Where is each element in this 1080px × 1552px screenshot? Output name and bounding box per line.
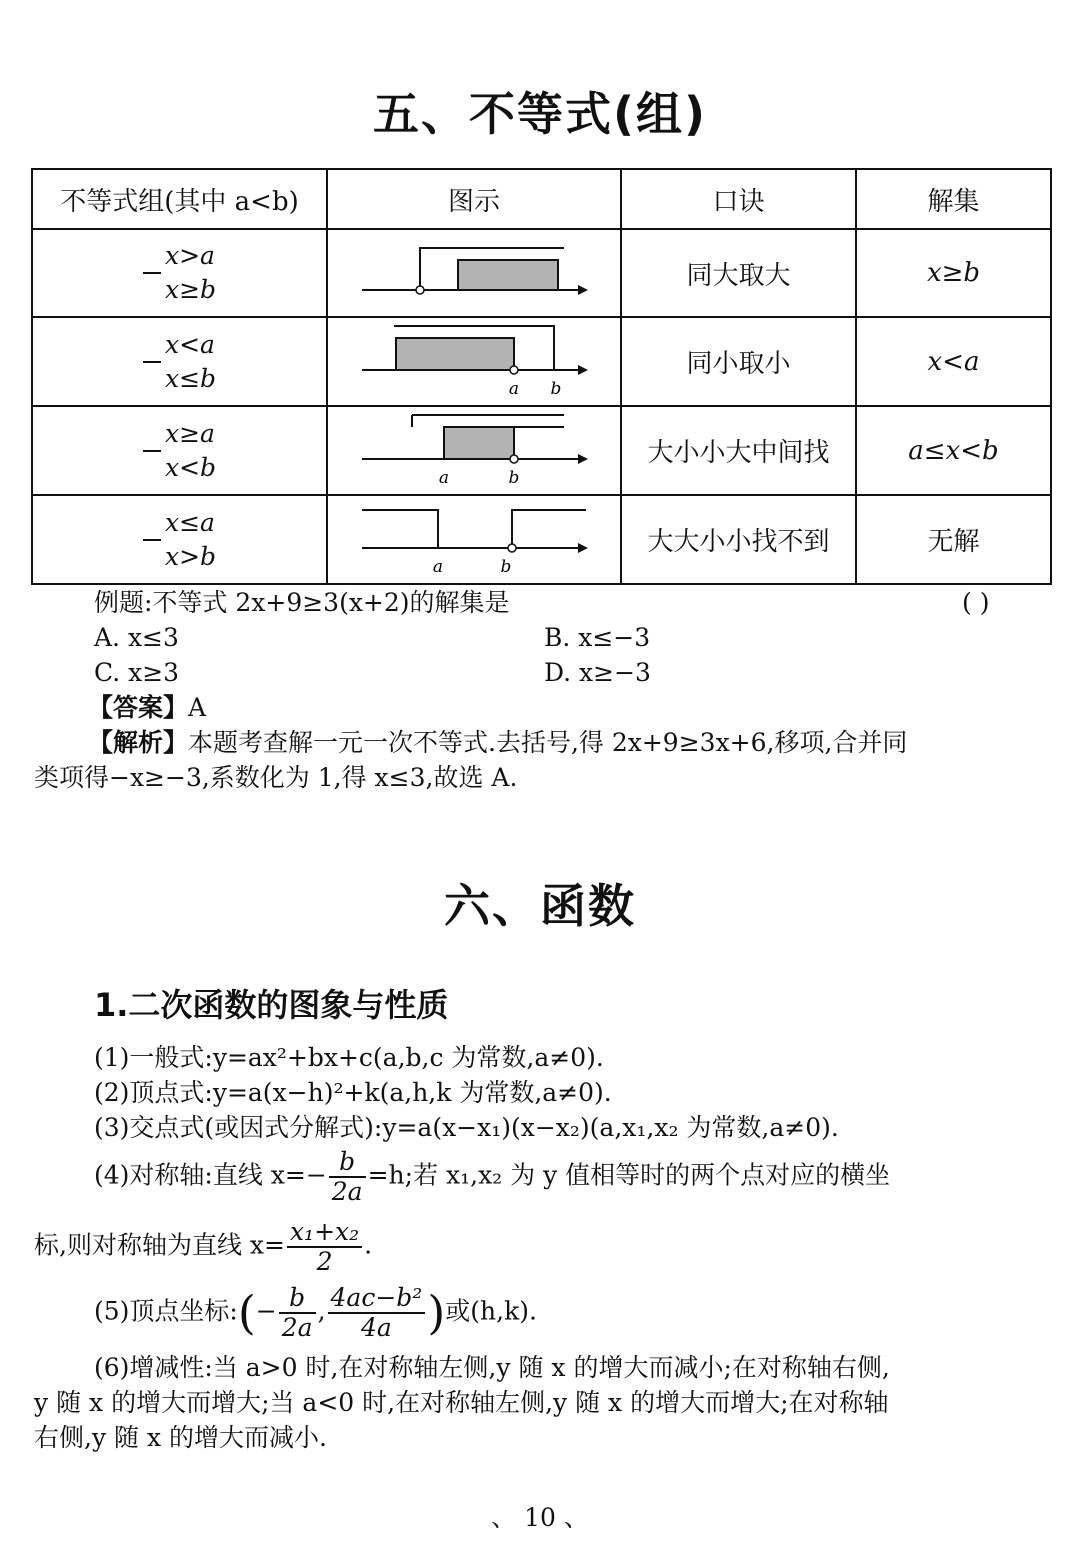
number-line-diagram [354,318,594,398]
fraction [328,1284,426,1342]
diagram-cell [327,229,621,317]
solution-cell: a≤x<b [856,406,1051,495]
fraction-numerator: b [279,1284,316,1314]
system-cell [32,495,327,584]
axis-middle: =h;若 x₁,x₂ 为 y 值相等时的两个点对应的横坐 [367,1160,891,1190]
axis-line2-suffix: . [364,1230,373,1260]
label-b: b [508,468,520,487]
item-vertex-form: (2)顶点式:y=a(x−h)²+k(a,h,k 为常数,a≠0). [94,1078,612,1107]
table-row [32,495,1051,584]
answer-bracket: ( ) [962,588,990,617]
answer-line [88,690,206,725]
fraction-numerator: x₁+x₂ [287,1218,362,1248]
vertex-prefix: (5)顶点坐标: [94,1296,238,1326]
header-solution: 解集 [856,169,1051,229]
label-a: a [508,379,520,398]
inequality-system [143,239,216,307]
analysis-line-2: 类项得−x≥−3,系数化为 1,得 x≤3,故选 A. [34,763,518,792]
brace-mark [143,539,161,541]
table-header-row [32,169,1051,229]
axis-prefix: (4)对称轴:直线 x=− [94,1160,327,1190]
fraction-denominator: 4a [361,1313,392,1342]
system-line: x>a [164,241,215,270]
section-title-inequalities: 五、不等式(组) [372,87,708,141]
number-line-diagram [354,407,594,487]
table-row [32,229,1051,317]
item-monotonicity-line-3: 右侧,y 随 x 的增大而减小. [34,1423,327,1452]
fraction-denominator: 2a [281,1313,313,1342]
answer-value: A [188,693,207,722]
item-axis-line-2 [34,1218,372,1276]
fraction [287,1218,362,1276]
diagram-cell [327,406,621,495]
label-a: a [438,468,450,487]
item-general-form: (1)一般式:y=ax²+bx+c(a,b,c 为常数,a≠0). [94,1043,604,1072]
system-line: x<a [164,329,215,359]
item-axis-line-1 [94,1148,890,1206]
system-line: x≤b [164,363,217,393]
section-title-functions: 六、函数 [444,879,636,933]
rule-cell: 同大取大 [621,229,856,317]
system-line: x≤a [164,507,215,537]
rule-cell: 大大小小找不到 [621,495,856,584]
inequality-system [143,506,216,574]
number-line-diagram [354,234,594,306]
system-line: x>b [164,541,217,571]
fraction [279,1284,316,1342]
minus-sign: − [255,1296,277,1326]
fraction-numerator: b [329,1148,366,1178]
system-cell [32,229,327,317]
comma: , [317,1296,326,1326]
example-question: 例题:不等式 2x+9≥3(x+2)的解集是 [94,588,510,617]
inequality-system [143,417,216,485]
solution-cell: x≥b [856,229,1051,317]
right-paren: ) [427,1285,446,1340]
label-b: b [500,557,512,576]
option-c: C. x≥3 [94,658,180,687]
answer-tag: 【答案】 [88,693,189,722]
vertex-suffix: 或(h,k). [445,1296,537,1326]
label-b: b [550,379,562,398]
analysis-line-1 [88,725,907,760]
analysis-tag: 【解析】 [88,728,189,757]
solution-cell: 无解 [856,495,1051,584]
option-a: A. x≤3 [94,623,179,652]
number-line-diagram [354,496,594,576]
diagram-cell [327,495,621,584]
header-diagram: 图示 [327,169,621,229]
fraction [329,1148,366,1206]
option-b: B. x≤−3 [544,623,651,652]
header-system: 不等式组(其中 a<b) [32,169,327,229]
brace-mark [143,450,161,452]
fraction-denominator: 2a [331,1177,363,1206]
system-line: x<b [164,452,217,482]
table-row [32,406,1051,495]
fraction-numerator: 4ac−b² [328,1284,426,1314]
system-cell [32,317,327,406]
page-number: 、 10 、 [491,1503,589,1532]
option-d: D. x≥−3 [544,658,651,687]
system-line: x≥a [164,418,215,448]
inequality-table [31,168,1052,585]
item-monotonicity-line-2: y 随 x 的增大而增大;当 a<0 时,在对称轴左侧,y 随 x 的增大而增大;在对称轴 [34,1388,889,1417]
header-rule: 口诀 [621,169,856,229]
item-intercept-form: (3)交点式(或因式分解式):y=a(x−x₁)(x−x₂)(a,x₁,x₂ 为常数,a≠0). [94,1113,839,1142]
brace-mark [143,361,161,363]
inequality-system [143,328,216,396]
analysis-text: 本题考查解一元一次不等式.去括号,得 2x+9≥3x+6,移项,合并同 [188,728,908,757]
brace-mark [143,272,161,274]
left-paren: ( [237,1285,256,1340]
system-cell [32,406,327,495]
item-vertex-coordinates [94,1284,537,1342]
rule-cell: 同小取小 [621,317,856,406]
subsection-title: 1.二次函数的图象与性质 [94,986,449,1024]
rule-cell: 大小小大中间找 [621,406,856,495]
solution-cell: x<a [856,317,1051,406]
fraction-denominator: 2 [316,1247,333,1276]
axis-line2-prefix: 标,则对称轴为直线 x= [34,1230,285,1260]
label-a: a [432,557,444,576]
table-row [32,317,1051,406]
item-monotonicity-line-1: (6)增减性:当 a>0 时,在对称轴左侧,y 随 x 的增大而减小;在对称轴右侧, [94,1353,890,1382]
diagram-cell [327,317,621,406]
system-line: x≥b [164,275,217,304]
